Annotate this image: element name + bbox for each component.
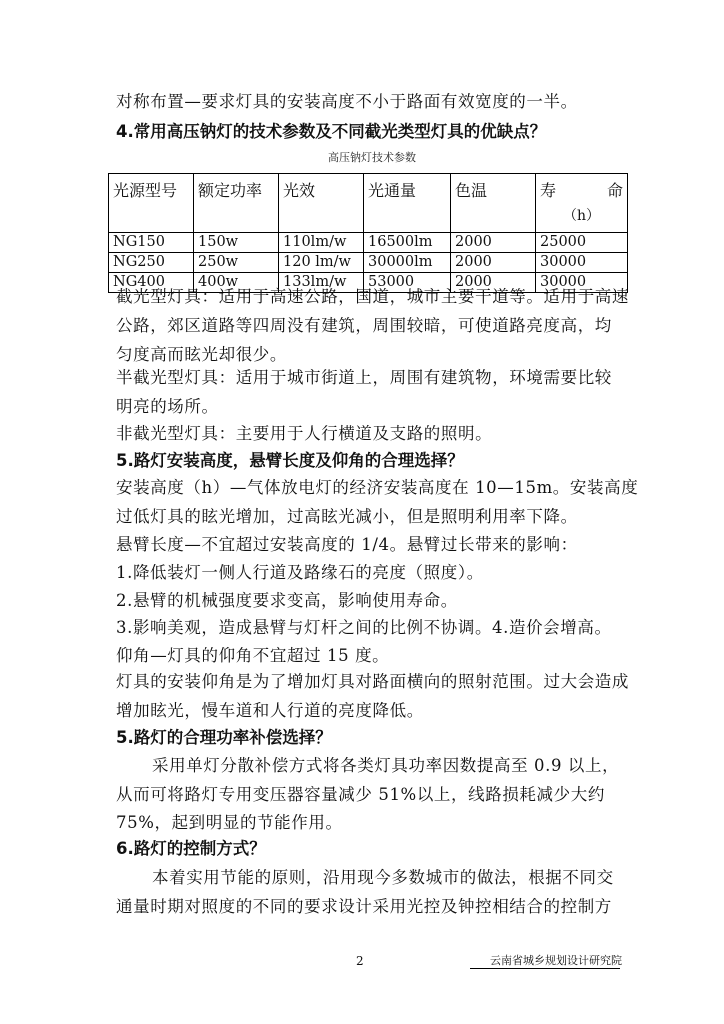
cell-efficacy: 133lm/w [279, 273, 364, 293]
header-cell-color-temp: 色温 [451, 174, 536, 233]
paragraph-line: 公路，郊区道路等四周没有建筑，周围较暗，可使道路亮度高，均 [116, 316, 612, 335]
header-cell-power: 额定功率 [194, 174, 279, 233]
paragraph-line: 对称布置—要求灯具的安装高度不小于路面有效宽度的一半。 [116, 92, 578, 111]
paragraph-line: 采用单灯分散补偿方式将各类灯具功率因数提高至 0.9 以上， [152, 756, 620, 775]
page-number: 2 [356, 954, 364, 968]
header-life-b: 命 [606, 181, 623, 200]
paragraph-line: 灯具的安装仰角是为了增加灯具对路面横向的照射范围。过大会造成 [116, 672, 629, 691]
sodium-lamp-spec-table [108, 173, 628, 293]
section-heading-4: 4.常用高压钠灯的技术参数及不同截光类型灯具的优缺点？ [116, 122, 547, 141]
paragraph-line: 增加眩光，慢车道和人行道的亮度降低。 [116, 701, 424, 720]
paragraph-line: 1.降低装灯一侧人行道及路缘石的亮度（照度）。 [116, 563, 484, 582]
cell-flux: 30000lm [364, 253, 451, 273]
paragraph-line: 3.影响美观，造成悬臂与灯杆之间的比例不协调。4.造价会增高。 [116, 618, 612, 637]
table-header-row [109, 174, 628, 233]
paragraph-line: 仰角—灯具的仰角不宜超过 15 度。 [116, 646, 390, 665]
paragraph-line: 过低灯具的眩光增加，过高眩光减小，但是照明利用率下降。 [116, 507, 578, 526]
table-row [109, 233, 628, 253]
paragraph-line: 非截光型灯具：主要用于人行横道及支路的照明。 [116, 424, 493, 443]
cell-color-temp: 2000 [451, 253, 536, 273]
cell-power: 150w [194, 233, 279, 253]
cell-life: 30000 [536, 253, 628, 273]
paragraph-line: 2.悬臂的机械强度要求变高，影响使用寿命。 [116, 591, 458, 610]
cell-model: NG250 [109, 253, 194, 273]
cell-power: 400w [194, 273, 279, 293]
paragraph-line: 通量时期对照度的不同的要求设计采用光控及钟控相结合的控制方 [116, 897, 612, 916]
cell-model: NG150 [109, 233, 194, 253]
paragraph-line: 明亮的场所。 [116, 397, 219, 416]
cell-flux: 16500lm [364, 233, 451, 253]
footer-rule [470, 968, 620, 969]
paragraph-line: 75%，起到明显的节能作用。 [116, 813, 343, 832]
paragraph-line: 截光型灯具：适用于高速公路，国道，城市主要干道等。适用于高速 [116, 287, 629, 306]
cell-life: 25000 [536, 233, 628, 253]
header-cell-flux: 光通量 [364, 174, 451, 233]
section-heading-5: 5.路灯安装高度，悬臂长度及仰角的合理选择？ [116, 451, 464, 470]
header-life-unit: （h） [562, 208, 601, 224]
footer-organization: 云南省城乡规划设计研究院 [490, 954, 622, 967]
paragraph-line: 悬臂长度—不宜超过安装高度的 1/4。悬臂过长带来的影响： [116, 535, 578, 554]
cell-flux: 53000 [364, 273, 451, 293]
header-life-a: 寿 [540, 181, 557, 200]
header-cell-life [536, 174, 628, 233]
paragraph-line: 半截光型灯具：适用于城市街道上，周围有建筑物，环境需要比较 [116, 368, 612, 387]
table-caption: 高压钠灯技术参数 [328, 151, 416, 164]
cell-efficacy: 120 lm/w [279, 253, 364, 273]
cell-model: NG400 [109, 273, 194, 293]
cell-life: 30000 [536, 273, 628, 293]
paragraph-line: 安装高度（h）—气体放电灯的经济安装高度在 10—15m。安装高度 [116, 478, 639, 497]
paragraph-line: 匀度高而眩光却很少。 [116, 345, 287, 364]
paragraph-line: 从而可将路灯专用变压器容量减少 51%以上，线路损耗减少大约 [116, 785, 605, 804]
cell-color-temp: 2000 [451, 233, 536, 253]
table-row [109, 253, 628, 273]
section-heading-5b: 5.路灯的合理功率补偿选择？ [116, 728, 332, 747]
paragraph-line: 本着实用节能的原则，沿用现今多数城市的做法，根据不同交 [152, 868, 614, 887]
section-heading-6: 6.路灯的控制方式？ [116, 839, 266, 858]
cell-color-temp: 2000 [451, 273, 536, 293]
cell-power: 250w [194, 253, 279, 273]
cell-efficacy: 110lm/w [279, 233, 364, 253]
header-cell-model: 光源型号 [109, 174, 194, 233]
header-cell-efficacy: 光效 [279, 174, 364, 233]
